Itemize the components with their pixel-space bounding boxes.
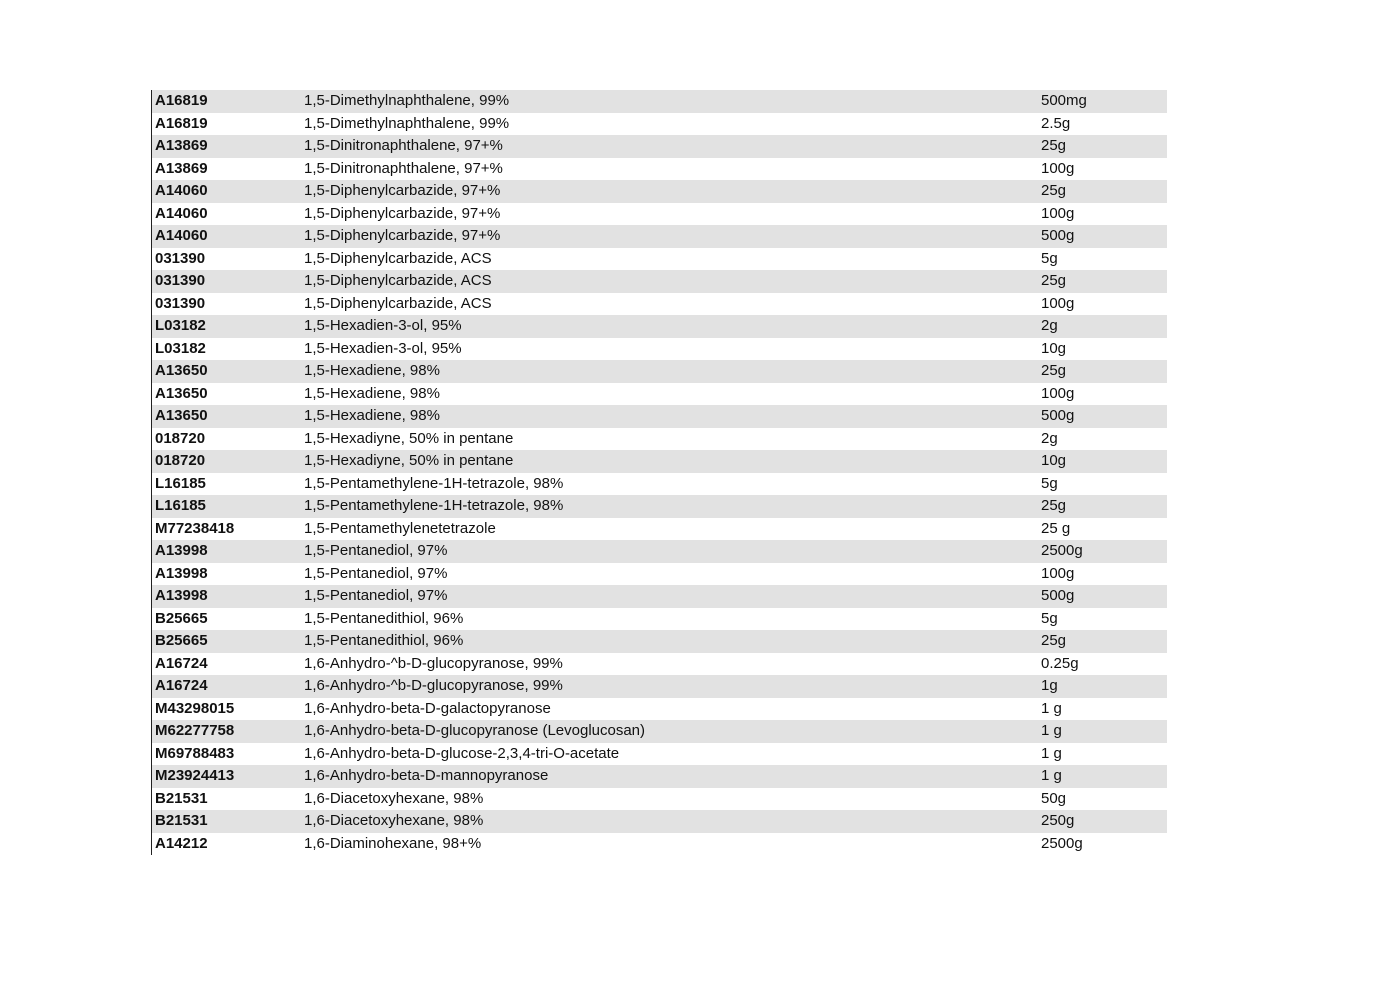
product-name: 1,6-Anhydro-beta-D-glucose-2,3,4-tri-O-acetate xyxy=(304,744,620,762)
table-row xyxy=(152,810,1167,833)
product-name: 1,5-Diphenylcarbazide, 97+% xyxy=(304,227,501,244)
table-row xyxy=(152,743,1167,766)
table-row xyxy=(152,428,1167,451)
table-row xyxy=(152,383,1167,406)
package-size: 25g xyxy=(1041,272,1067,289)
product-name: 1,5-Pentamethylene-1H-tetrazole, 98% xyxy=(304,497,564,514)
product-name: 1,5-Hexadiene, 98% xyxy=(304,362,440,379)
table-row xyxy=(152,540,1167,563)
catalog-number: B25665 xyxy=(155,609,208,627)
catalog-number: 031390 xyxy=(155,249,206,267)
table-row xyxy=(152,113,1167,136)
package-size: 25g xyxy=(1041,632,1067,649)
catalog-number: B21531 xyxy=(155,812,208,829)
catalog-number: A13998 xyxy=(155,564,208,582)
catalog-number: B21531 xyxy=(155,789,208,807)
product-name: 1,5-Diphenylcarbazide, ACS xyxy=(304,294,492,312)
catalog-number: A16724 xyxy=(155,654,208,672)
product-name: 1,5-Hexadien-3-ol, 95% xyxy=(304,317,462,334)
package-size: 25g xyxy=(1041,497,1067,514)
product-name: 1,6-Diacetoxyhexane, 98% xyxy=(304,789,484,807)
package-size: 10g xyxy=(1041,452,1067,469)
table-row xyxy=(152,473,1167,496)
product-name: 1,6-Anhydro-^b-D-glucopyranose, 99% xyxy=(304,654,563,672)
table-row xyxy=(152,338,1167,361)
table-row xyxy=(152,765,1167,788)
package-size: 2g xyxy=(1041,429,1058,447)
table-row xyxy=(152,833,1167,856)
table-row xyxy=(152,585,1167,608)
table-row xyxy=(152,248,1167,271)
product-name: 1,6-Anhydro-beta-D-glucopyranose (Levoglucosan) xyxy=(304,722,646,739)
product-name: 1,6-Diacetoxyhexane, 98% xyxy=(304,812,484,829)
package-size: 5g xyxy=(1041,474,1058,492)
table-row xyxy=(152,630,1167,653)
package-size: 25 g xyxy=(1041,519,1071,537)
catalog-number: M69788483 xyxy=(155,744,235,762)
package-size: 1 g xyxy=(1041,767,1062,784)
product-table xyxy=(151,90,1167,855)
package-size: 2500g xyxy=(1041,542,1083,559)
catalog-number: M62277758 xyxy=(155,722,235,739)
product-name: 1,5-Pentanedithiol, 96% xyxy=(304,632,464,649)
package-size: 1 g xyxy=(1041,722,1062,739)
table-row xyxy=(152,360,1167,383)
package-size: 100g xyxy=(1041,564,1075,582)
product-name: 1,5-Hexadien-3-ol, 95% xyxy=(304,339,462,357)
product-name: 1,5-Hexadiyne, 50% in pentane xyxy=(304,452,514,469)
package-size: 5g xyxy=(1041,249,1058,267)
catalog-number: A13869 xyxy=(155,159,208,177)
product-name: 1,5-Dinitronaphthalene, 97+% xyxy=(304,159,503,177)
catalog-number: A14212 xyxy=(155,834,208,852)
product-name: 1,5-Dinitronaphthalene, 97+% xyxy=(304,137,503,154)
product-name: 1,5-Dimethylnaphthalene, 99% xyxy=(304,114,510,132)
table-row xyxy=(152,563,1167,586)
catalog-number: A13869 xyxy=(155,137,208,154)
package-size: 2.5g xyxy=(1041,114,1071,132)
catalog-number: A13650 xyxy=(155,384,208,402)
package-size: 500g xyxy=(1041,587,1075,604)
catalog-number: 018720 xyxy=(155,429,206,447)
package-size: 25g xyxy=(1041,182,1067,199)
catalog-number: 031390 xyxy=(155,272,206,289)
product-name: 1,5-Hexadiene, 98% xyxy=(304,407,440,424)
catalog-number: A13998 xyxy=(155,542,208,559)
package-size: 2g xyxy=(1041,317,1058,334)
table-row xyxy=(152,158,1167,181)
product-name: 1,6-Diaminohexane, 98+% xyxy=(304,834,482,852)
product-name: 1,5-Diphenylcarbazide, 97+% xyxy=(304,204,501,222)
catalog-number: B25665 xyxy=(155,632,208,649)
catalog-number: A13998 xyxy=(155,587,208,604)
catalog-number: L16185 xyxy=(155,474,206,492)
product-name: 1,6-Anhydro-beta-D-mannopyranose xyxy=(304,767,549,784)
product-name: 1,5-Pentanediol, 97% xyxy=(304,542,448,559)
package-size: 250g xyxy=(1041,812,1075,829)
table-row xyxy=(152,720,1167,743)
table-row xyxy=(152,788,1167,811)
package-size: 50g xyxy=(1041,789,1067,807)
table-row xyxy=(152,180,1167,203)
package-size: 0.25g xyxy=(1041,654,1079,672)
table-row xyxy=(152,405,1167,428)
product-name: 1,5-Pentamethylenetetrazole xyxy=(304,519,496,537)
package-size: 10g xyxy=(1041,339,1067,357)
catalog-number: L03182 xyxy=(155,317,206,334)
package-size: 1 g xyxy=(1041,744,1062,762)
catalog-number: A13650 xyxy=(155,407,208,424)
package-size: 500g xyxy=(1041,227,1075,244)
catalog-number: A14060 xyxy=(155,227,208,244)
table-row xyxy=(152,203,1167,226)
product-name: 1,5-Pentamethylene-1H-tetrazole, 98% xyxy=(304,474,564,492)
table-row xyxy=(152,698,1167,721)
table-row xyxy=(152,518,1167,541)
package-size: 25g xyxy=(1041,137,1067,154)
table-row xyxy=(152,90,1167,113)
catalog-number: M23924413 xyxy=(155,767,235,784)
product-name: 1,5-Diphenylcarbazide, ACS xyxy=(304,249,492,267)
product-name: 1,5-Dimethylnaphthalene, 99% xyxy=(304,92,510,109)
catalog-number: L16185 xyxy=(155,497,206,514)
package-size: 5g xyxy=(1041,609,1058,627)
table-row xyxy=(152,315,1167,338)
catalog-number: A16819 xyxy=(155,92,208,109)
product-name: 1,6-Anhydro-^b-D-glucopyranose, 99% xyxy=(304,677,563,694)
package-size: 100g xyxy=(1041,159,1075,177)
product-name: 1,5-Pentanediol, 97% xyxy=(304,587,448,604)
package-size: 1g xyxy=(1041,677,1058,694)
table-row xyxy=(152,495,1167,518)
table-row xyxy=(152,608,1167,631)
package-size: 500g xyxy=(1041,407,1075,424)
package-size: 1 g xyxy=(1041,699,1062,717)
table-row xyxy=(152,450,1167,473)
catalog-number: A13650 xyxy=(155,362,208,379)
table-row xyxy=(152,225,1167,248)
catalog-number: A16819 xyxy=(155,114,208,132)
package-size: 100g xyxy=(1041,204,1075,222)
package-size: 100g xyxy=(1041,384,1075,402)
package-size: 25g xyxy=(1041,362,1067,379)
catalog-number: 031390 xyxy=(155,294,206,312)
catalog-number: A14060 xyxy=(155,204,208,222)
product-name: 1,5-Hexadiene, 98% xyxy=(304,384,440,402)
package-size: 2500g xyxy=(1041,834,1083,852)
product-name: 1,5-Pentanedithiol, 96% xyxy=(304,609,464,627)
table-row xyxy=(152,293,1167,316)
catalog-number: M77238418 xyxy=(155,519,235,537)
table-row xyxy=(152,653,1167,676)
catalog-number: A16724 xyxy=(155,677,208,694)
product-name: 1,5-Hexadiyne, 50% in pentane xyxy=(304,429,514,447)
table-row xyxy=(152,270,1167,293)
table-row xyxy=(152,135,1167,158)
product-name: 1,5-Diphenylcarbazide, 97+% xyxy=(304,182,501,199)
package-size: 100g xyxy=(1041,294,1075,312)
table-row xyxy=(152,675,1167,698)
product-name: 1,5-Diphenylcarbazide, ACS xyxy=(304,272,492,289)
product-name: 1,6-Anhydro-beta-D-galactopyranose xyxy=(304,699,551,717)
catalog-number: L03182 xyxy=(155,339,206,357)
product-name: 1,5-Pentanediol, 97% xyxy=(304,564,448,582)
catalog-number: M43298015 xyxy=(155,699,235,717)
package-size: 500mg xyxy=(1041,92,1087,109)
catalog-number: 018720 xyxy=(155,452,206,469)
catalog-number: A14060 xyxy=(155,182,208,199)
